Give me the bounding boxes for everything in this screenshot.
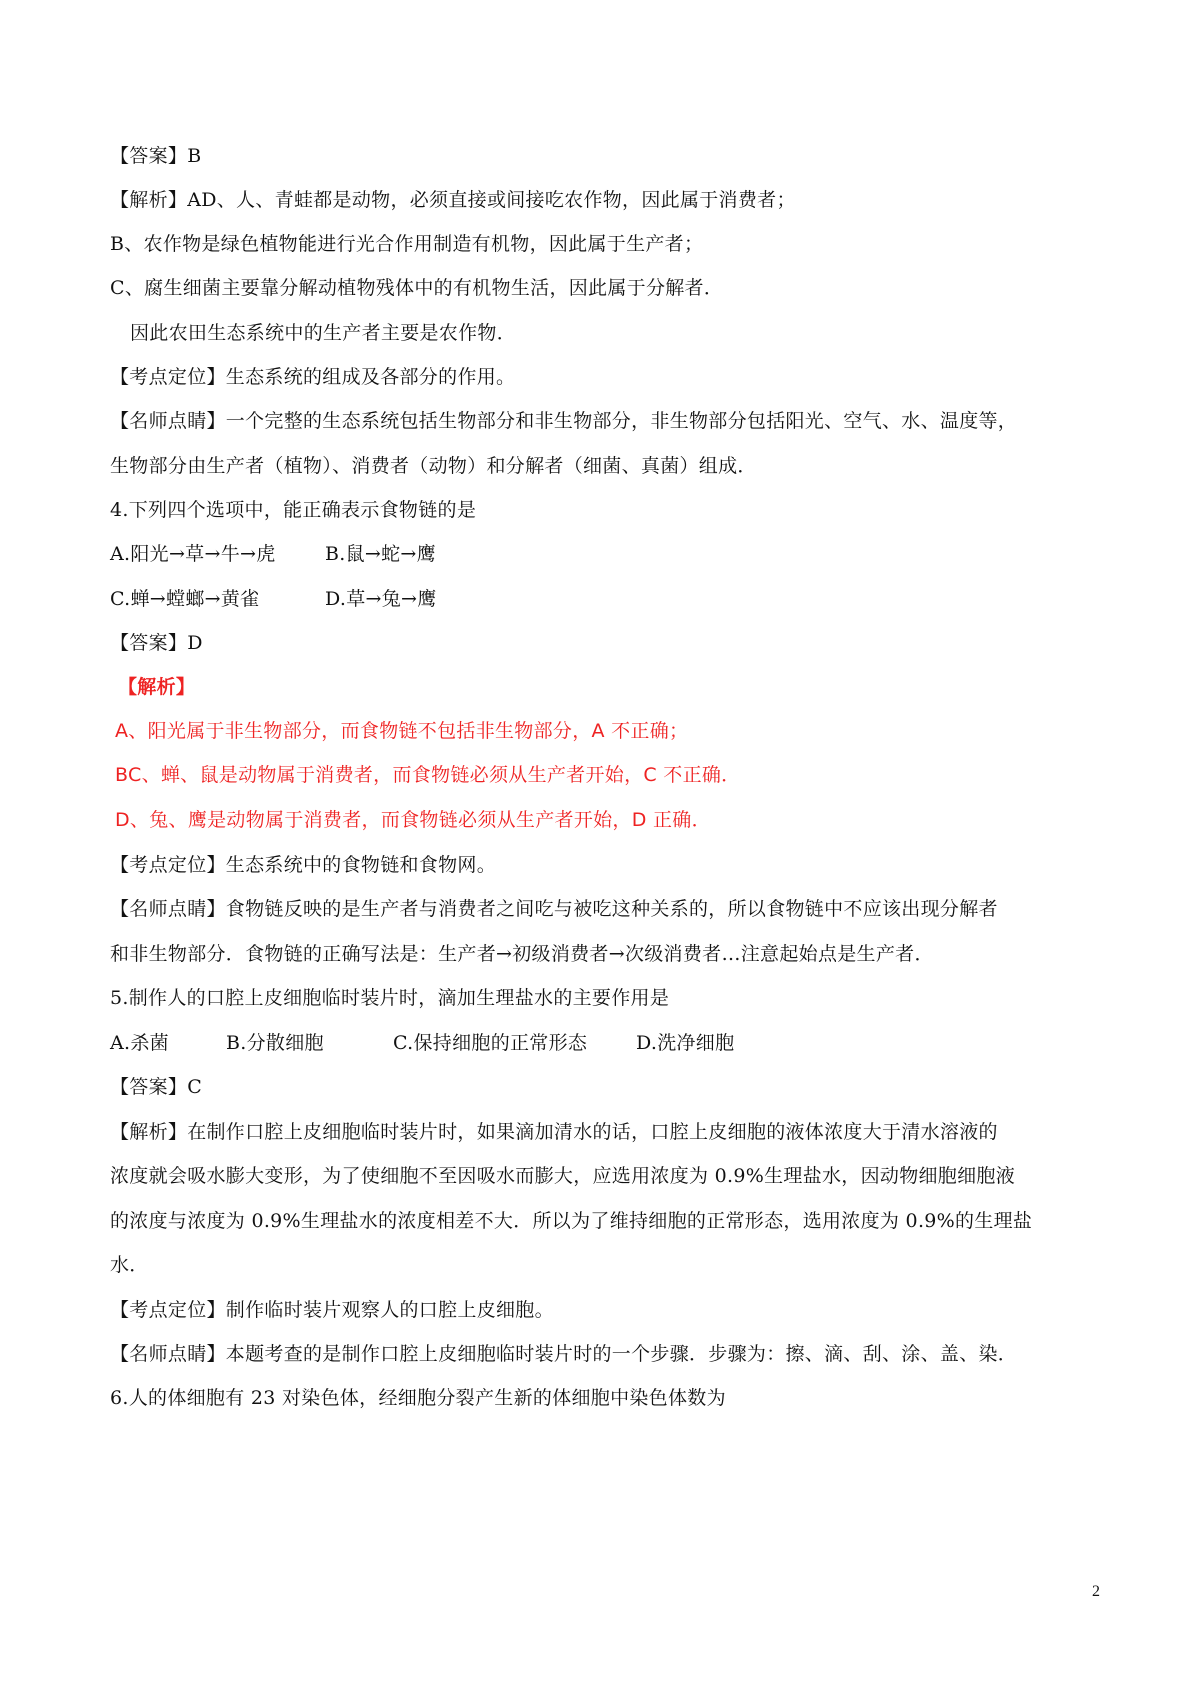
key-point-q3: 【考点定位】生态系统的组成及各部分的作用。: [110, 366, 516, 388]
option-5c: C.保持细胞的正常形态: [393, 1032, 588, 1054]
analysis-q4-bc: BC、蝉、鼠是动物属于消费者，而食物链必须从生产者开始，C 不正确．: [115, 764, 741, 786]
analysis-q3-c: C、腐生细菌主要靠分解动植物残体中的有机物生活，因此属于分解者．: [110, 277, 724, 299]
question-4-options-row2: [110, 586, 1110, 612]
key-point-q5: 【考点定位】制作临时装片观察人的口腔上皮细胞。: [110, 1299, 554, 1321]
teacher-note-q4-line1: 【名师点睛】食物链反映的是生产者与消费者之间吃与被吃这种关系的，所以食物链中不应该出现分解者: [110, 898, 998, 920]
question-5-options: [110, 1030, 1110, 1056]
question-4: 4.下列四个选项中，能正确表示食物链的是: [110, 499, 477, 521]
teacher-note-q5: 【名师点睛】本题考查的是制作口腔上皮细胞临时装片时的一个步骤．步骤为：擦、滴、刮、涂、盖、染．: [110, 1343, 1018, 1365]
option-4c: C.蝉→螳螂→黄雀: [110, 588, 260, 610]
option-5a: A.杀菌: [110, 1032, 169, 1054]
option-4a: A.阳光→草→牛→虎: [110, 543, 276, 565]
analysis-q5-line3: 的浓度与浓度为 0.9%生理盐水的浓度相差不大．所以为了维持细胞的正常形态，选用浓度为 0.9%的生理盐: [110, 1210, 1033, 1232]
key-point-q4: 【考点定位】生态系统中的食物链和食物网。: [110, 854, 497, 876]
option-4b: B.鼠→蛇→鹰: [325, 543, 436, 565]
option-5d: D.洗净细胞: [636, 1032, 735, 1054]
option-5b: B.分散细胞: [226, 1032, 324, 1054]
option-4d: D.草→兔→鹰: [325, 588, 437, 610]
answer-label-q3: 【答案】B: [110, 145, 202, 167]
analysis-q3-ad: 【解析】AD、人、青蛙都是动物，必须直接或间接吃农作物，因此属于消费者；: [110, 189, 796, 211]
question-6: 6.人的体细胞有 23 对染色体，经细胞分裂产生新的体细胞中染色体数为: [110, 1387, 726, 1409]
analysis-q5-line4: 水．: [110, 1254, 149, 1276]
analysis-q4-heading: 【解析】: [118, 676, 196, 698]
analysis-q4-a: A、阳光属于非生物部分，而食物链不包括非生物部分，A 不正确；: [115, 720, 689, 742]
analysis-q5-line2: 浓度就会吸水膨大变形，为了使细胞不至因吸水而膨大，应选用浓度为 0.9%生理盐水，因动物细胞细胞液: [110, 1165, 1016, 1187]
question-5: 5.制作人的口腔上皮细胞临时装片时，滴加生理盐水的主要作用是: [110, 987, 670, 1009]
question-4-options-row1: [110, 541, 1110, 567]
analysis-q3-b: B、农作物是绿色植物能进行光合作用制造有机物，因此属于生产者；: [110, 233, 704, 255]
page-number: 2: [1092, 1583, 1100, 1600]
analysis-q5-line1: 【解析】在制作口腔上皮细胞临时装片时，如果滴加清水的话，口腔上皮细胞的液体浓度大于清水溶液的: [110, 1121, 998, 1143]
analysis-q3-conclusion: 因此农田生态系统中的生产者主要是农作物．: [130, 322, 517, 344]
teacher-note-q3-line1: 【名师点睛】一个完整的生态系统包括生物部分和非生物部分，非生物部分包括阳光、空气、水、温度等，: [110, 410, 1018, 432]
answer-label-q5: 【答案】C: [110, 1076, 203, 1098]
analysis-q4-d: D、兔、鹰是动物属于消费者，而食物链必须从生产者开始，D 正确．: [115, 809, 711, 831]
answer-label-q4: 【答案】D: [110, 632, 203, 654]
teacher-note-q3-line2: 生物部分由生产者（植物）、消费者（动物）和分解者（细菌、真菌）组成．: [110, 455, 757, 477]
teacher-note-q4-line2: 和非生物部分．食物链的正确写法是：生产者→初级消费者→次级消费者…注意起始点是生产者．: [110, 943, 934, 965]
